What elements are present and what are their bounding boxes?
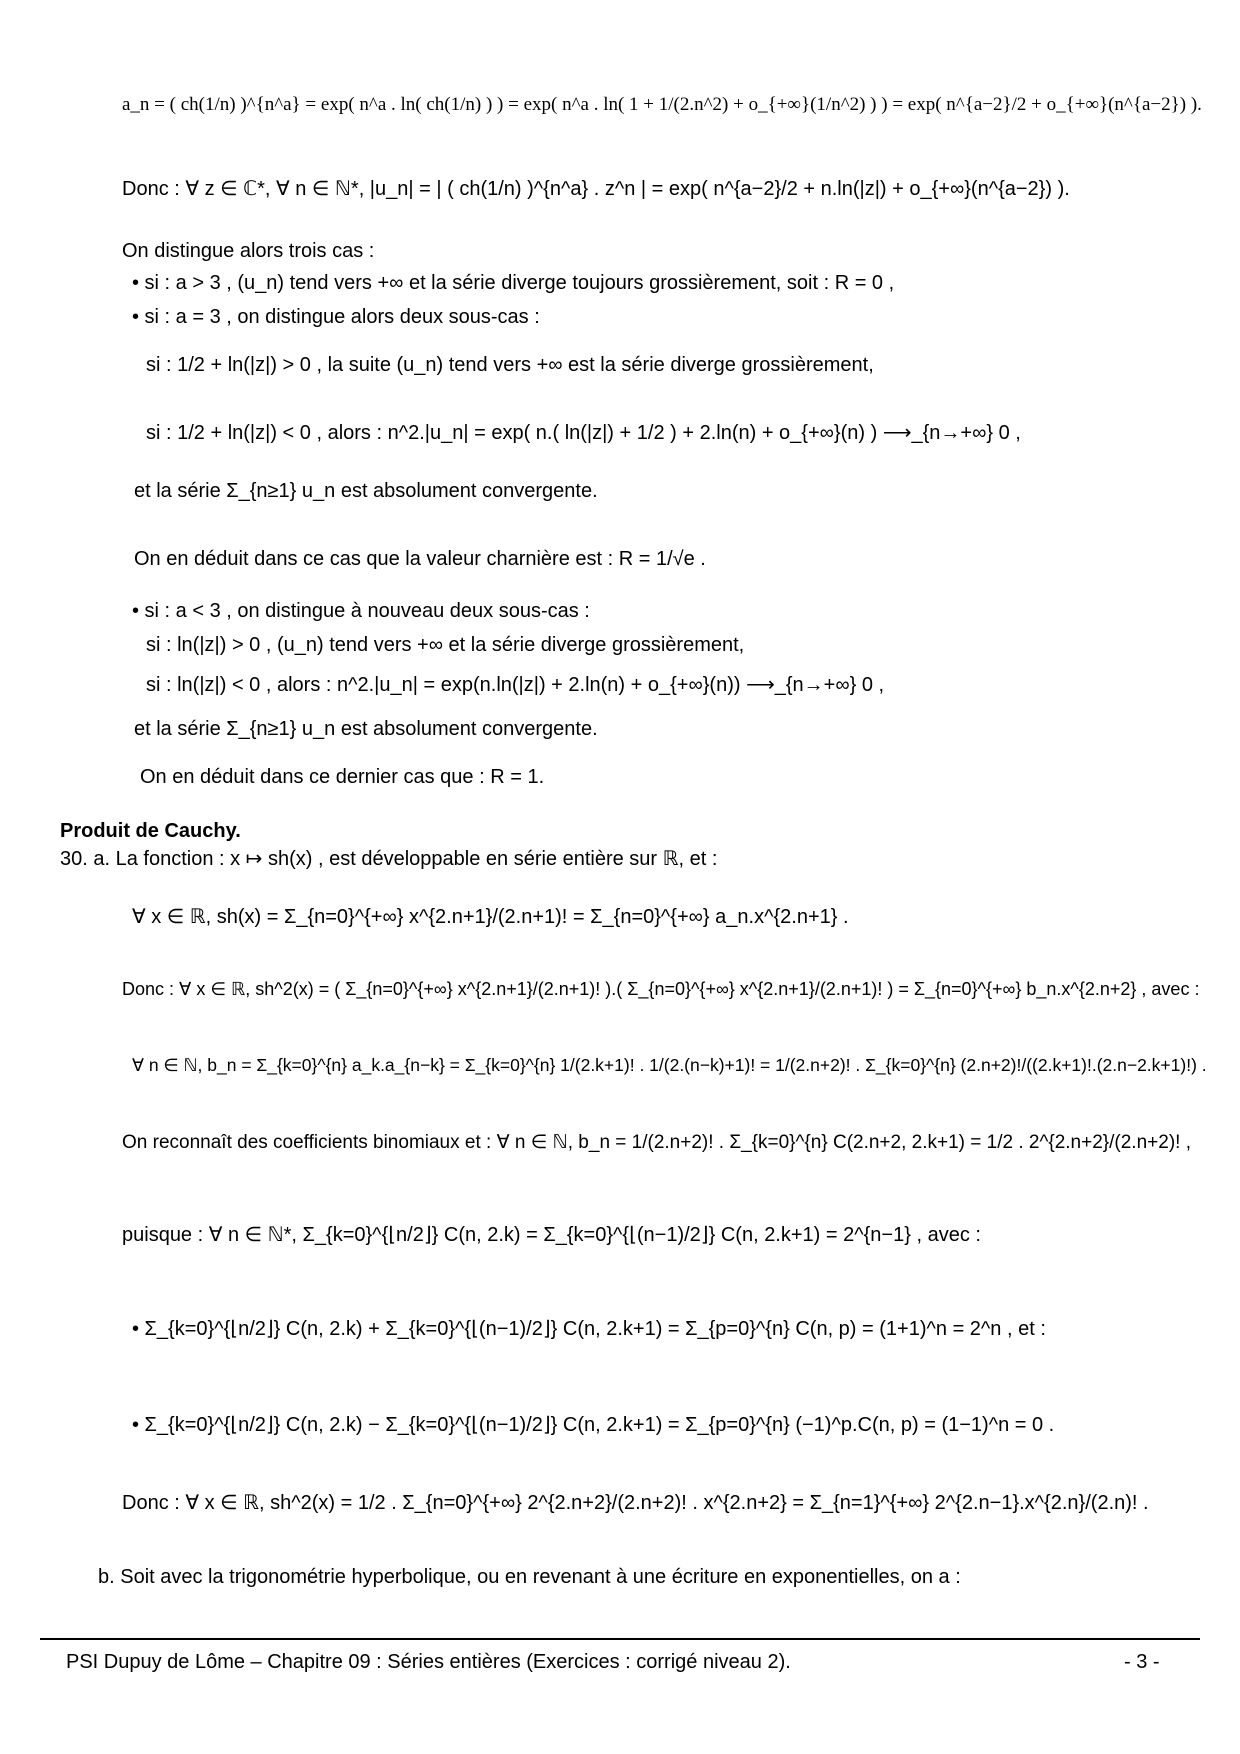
subcase-a3-converge: si : 1/2 + ln(|z|) < 0 , alors : n^2.|u_n| = exp( n.( ln(|z|) + 1/2 ) + 2.ln(n) + o_{+∞}(n) ) ⟶_{n→+∞} 0 , — [146, 422, 1021, 444]
text-part-b: b. Soit avec la trigonométrie hyperbolique, ou en revenant à une écriture en exponentielles, on a : — [98, 1566, 961, 1588]
case-a-less-3: • si : a < 3 , on distingue à nouveau deux sous-cas : — [132, 600, 590, 622]
section-heading: Produit de Cauchy. — [60, 820, 241, 842]
text-absolute-convergence-1: et la série Σ_{n≥1} u_n est absolument convergente. — [134, 480, 598, 502]
subcase-a3-diverge: si : 1/2 + ln(|z|) > 0 , la suite (u_n) tend vers +∞ est la série diverge grossièrement, — [146, 354, 874, 376]
case-a-equals-3: • si : a = 3 , on distingue alors deux sous-cas : — [132, 306, 540, 328]
exercise-30a-intro: 30. a. La fonction : x ↦ sh(x) , est développable en série entière sur ℝ, et : — [60, 848, 718, 870]
equation-binomial-sum: • Σ_{k=0}^{⌊n/2⌋} C(n, 2.k) + Σ_{k=0}^{⌊(n−1)/2⌋} C(n, 2.k+1) = Σ_{p=0}^{n} C(n, p) = (1+1)^n = 2^n , et : — [132, 1318, 1046, 1340]
footer-title: PSI Dupuy de Lôme – Chapitre 09 : Séries entières (Exercices : corrigé niveau 2). — [66, 1651, 791, 1673]
equation-an-expansion: a_n = ( ch(1/n) )^{n^a} = exp( n^a . ln( ch(1/n) ) ) = exp( n^a . ln( 1 + 1/(2.n^2) + o_{+∞}(1/n^2) ) ) = exp( n^{a−2}/2 + o_{+∞}(n^{a−2}) ). — [122, 94, 1202, 115]
footer-rule — [40, 1638, 1200, 1640]
equation-bn-cauchy: ∀ n ∈ ℕ, b_n = Σ_{k=0}^{n} a_k.a_{n−k} = Σ_{k=0}^{n} 1/(2.k+1)! . 1/(2.(n−k)+1)! = 1/(2.n+2)! . Σ_{k=0}^{n} (2.n+2)!/((2.k+1)!.(2.n−2.k+1)!) . — [132, 1055, 1207, 1075]
equation-binomial-identity: puisque : ∀ n ∈ ℕ*, Σ_{k=0}^{⌊n/2⌋} C(n, 2.k) = Σ_{k=0}^{⌊(n−1)/2⌋} C(n, 2.k+1) = 2^{n−1} , avec : — [122, 1224, 981, 1246]
text-radius-one: On en déduit dans ce dernier cas que : R = 1. — [140, 766, 545, 788]
equation-sh-squared-product: Donc : ∀ x ∈ ℝ, sh^2(x) = ( Σ_{n=0}^{+∞} x^{2.n+1}/(2.n+1)! ).( Σ_{n=0}^{+∞} x^{2.n+1}/(2.n+1)! ) = Σ_{n=0}^{+∞} b_n.x^{2.n+2} , avec : — [122, 979, 1200, 999]
equation-bn-binomial: On reconnaît des coefficients binomiaux et : ∀ n ∈ ℕ, b_n = 1/(2.n+2)! . Σ_{k=0}^{n} C(2.n+2, 2.k+1) = 1/2 . 2^{2.n+2}/(2.n+2)! , — [122, 1132, 1191, 1153]
text-three-cases: On distingue alors trois cas : — [122, 240, 375, 262]
equation-sh-squared-result: Donc : ∀ x ∈ ℝ, sh^2(x) = 1/2 . Σ_{n=0}^{+∞} 2^{2.n+2}/(2.n+2)! . x^{2.n+2} = Σ_{n=1}^{+∞} 2^{2.n−1}.x^{2.n}/(2.n)! . — [122, 1492, 1149, 1514]
equation-sh-series: ∀ x ∈ ℝ, sh(x) = Σ_{n=0}^{+∞} x^{2.n+1}/(2.n+1)! = Σ_{n=0}^{+∞} a_n.x^{2.n+1} . — [132, 906, 849, 928]
subcase-a-less-3-converge: si : ln(|z|) < 0 , alors : n^2.|u_n| = exp(n.ln(|z|) + 2.ln(n) + o_{+∞}(n)) ⟶_{n→+∞} 0 , — [146, 674, 885, 696]
subcase-a-less-3-diverge: si : ln(|z|) > 0 , (u_n) tend vers +∞ et la série diverge grossièrement, — [146, 634, 745, 656]
equation-binomial-difference: • Σ_{k=0}^{⌊n/2⌋} C(n, 2.k) − Σ_{k=0}^{⌊(n−1)/2⌋} C(n, 2.k+1) = Σ_{p=0}^{n} (−1)^p.C(n, p) = (1−1)^n = 0 . — [132, 1414, 1055, 1436]
text-critical-value: On en déduit dans ce cas que la valeur charnière est : R = 1/√e . — [134, 548, 706, 570]
equation-un-modulus: Donc : ∀ z ∈ ℂ*, ∀ n ∈ ℕ*, |u_n| = | ( ch(1/n) )^{n^a} . z^n | = exp( n^{a−2}/2 + n.ln(|z|) + o_{+∞}(n^{a−2}) ). — [122, 178, 1070, 200]
case-a-greater-3: • si : a > 3 , (u_n) tend vers +∞ et la série diverge toujours grossièrement, soit : R = 0 , — [132, 272, 895, 294]
text-absolute-convergence-2: et la série Σ_{n≥1} u_n est absolument convergente. — [134, 718, 598, 740]
footer-page-number: - 3 - — [1124, 1651, 1160, 1673]
